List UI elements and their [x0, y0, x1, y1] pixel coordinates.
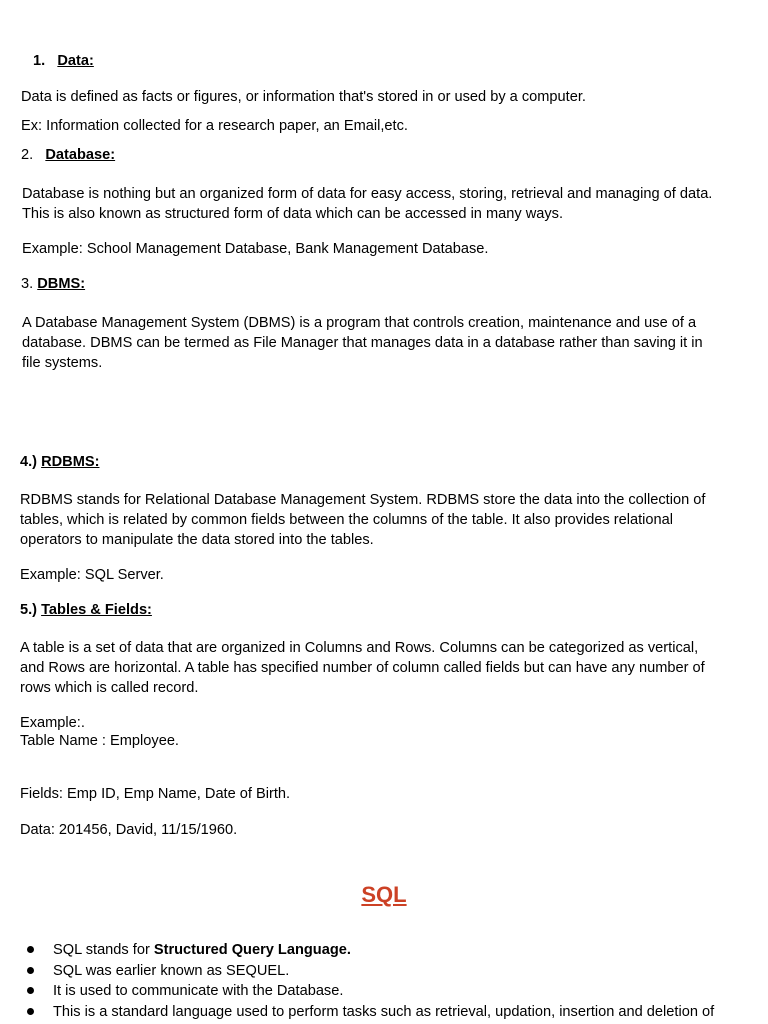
tables-text-line-3: rows which is called record. [20, 680, 199, 696]
database-text-line-1: Database is nothing but an organized form of data for easy access, storing, retrieval and managing of data. [22, 186, 713, 202]
data-definition: Data is defined as facts or figures, or information that's stored in or used by a computer. [21, 89, 586, 105]
bullet-bold-text: Structured Query Language. [153, 942, 351, 958]
section-number: 3. [21, 276, 34, 292]
tables-text-line-1: A table is a set of data that are organized in Columns and Rows. Columns can be categorized as vertical, [20, 640, 699, 656]
section-title: DBMS: [37, 276, 86, 292]
bullet-icon [27, 967, 34, 974]
dbms-text-line-2: database. DBMS can be termed as File Manager that manages data in a database rather than saving it in [22, 335, 703, 351]
section-heading-database [21, 145, 115, 165]
section-number: 1. [33, 53, 46, 69]
data-example: Ex: Information collected for a research paper, an Email,etc. [21, 118, 408, 134]
bullet-text: SQL was earlier known as SEQUEL. [53, 962, 290, 979]
rdbms-text-line-2: tables, which is related by common fields between the columns of the table. It also provides relational [20, 512, 674, 528]
section-number: 4.) [20, 454, 38, 470]
section-title: RDBMS: [41, 454, 100, 470]
tables-example-label: Example:. [20, 715, 85, 731]
section-number: 2. [21, 147, 34, 163]
dbms-text-line-3: file systems. [22, 355, 103, 371]
dbms-text-line-1: A Database Management System (DBMS) is a program that controls creation, maintenance and use of a [22, 315, 697, 331]
rdbms-text-line-3: operators to manipulate the data stored into the tables. [20, 532, 374, 548]
sql-title: SQL [361, 882, 407, 907]
bullet-text: SQL stands for [53, 942, 154, 958]
list-item [0, 940, 768, 961]
rdbms-example: Example: SQL Server. [20, 567, 164, 583]
bullet-text: It is used to communicate with the Database. [53, 983, 344, 999]
bullet-icon [27, 1008, 34, 1015]
section-heading-dbms [21, 274, 85, 294]
tables-text-line-2: and Rows are horizontal. A table has specified number of column called fields but can have any number of [20, 660, 705, 676]
section-heading-data [33, 51, 94, 71]
section-number: 5.) [20, 602, 38, 618]
list-item [0, 981, 768, 1002]
tables-data: Data: 201456, David, 11/15/1960. [20, 822, 238, 838]
tables-table-name: Table Name : Employee. [20, 733, 179, 749]
section-heading-tables-fields [20, 600, 152, 620]
sql-bullet-list [0, 940, 768, 1022]
section-heading-rdbms [20, 452, 99, 472]
list-item [0, 1002, 768, 1023]
list-item [0, 961, 768, 982]
bullet-text: This is a standard language used to perform tasks such as retrieval, updation, insertion and deletion of [53, 1003, 715, 1020]
database-text-line-2: This is also known as structured form of data which can be accessed in many ways. [22, 206, 564, 222]
bullet-icon [27, 946, 34, 953]
rdbms-text-line-1: RDBMS stands for Relational Database Management System. RDBMS store the data into the collection of [20, 492, 706, 508]
section-title: Database: [45, 147, 116, 163]
tables-fields: Fields: Emp ID, Emp Name, Date of Birth. [20, 786, 291, 802]
bullet-icon [27, 987, 34, 994]
section-title: Data: [57, 53, 94, 69]
section-title: Tables & Fields: [41, 602, 152, 618]
database-example: Example: School Management Database, Bank Management Database. [22, 241, 489, 257]
